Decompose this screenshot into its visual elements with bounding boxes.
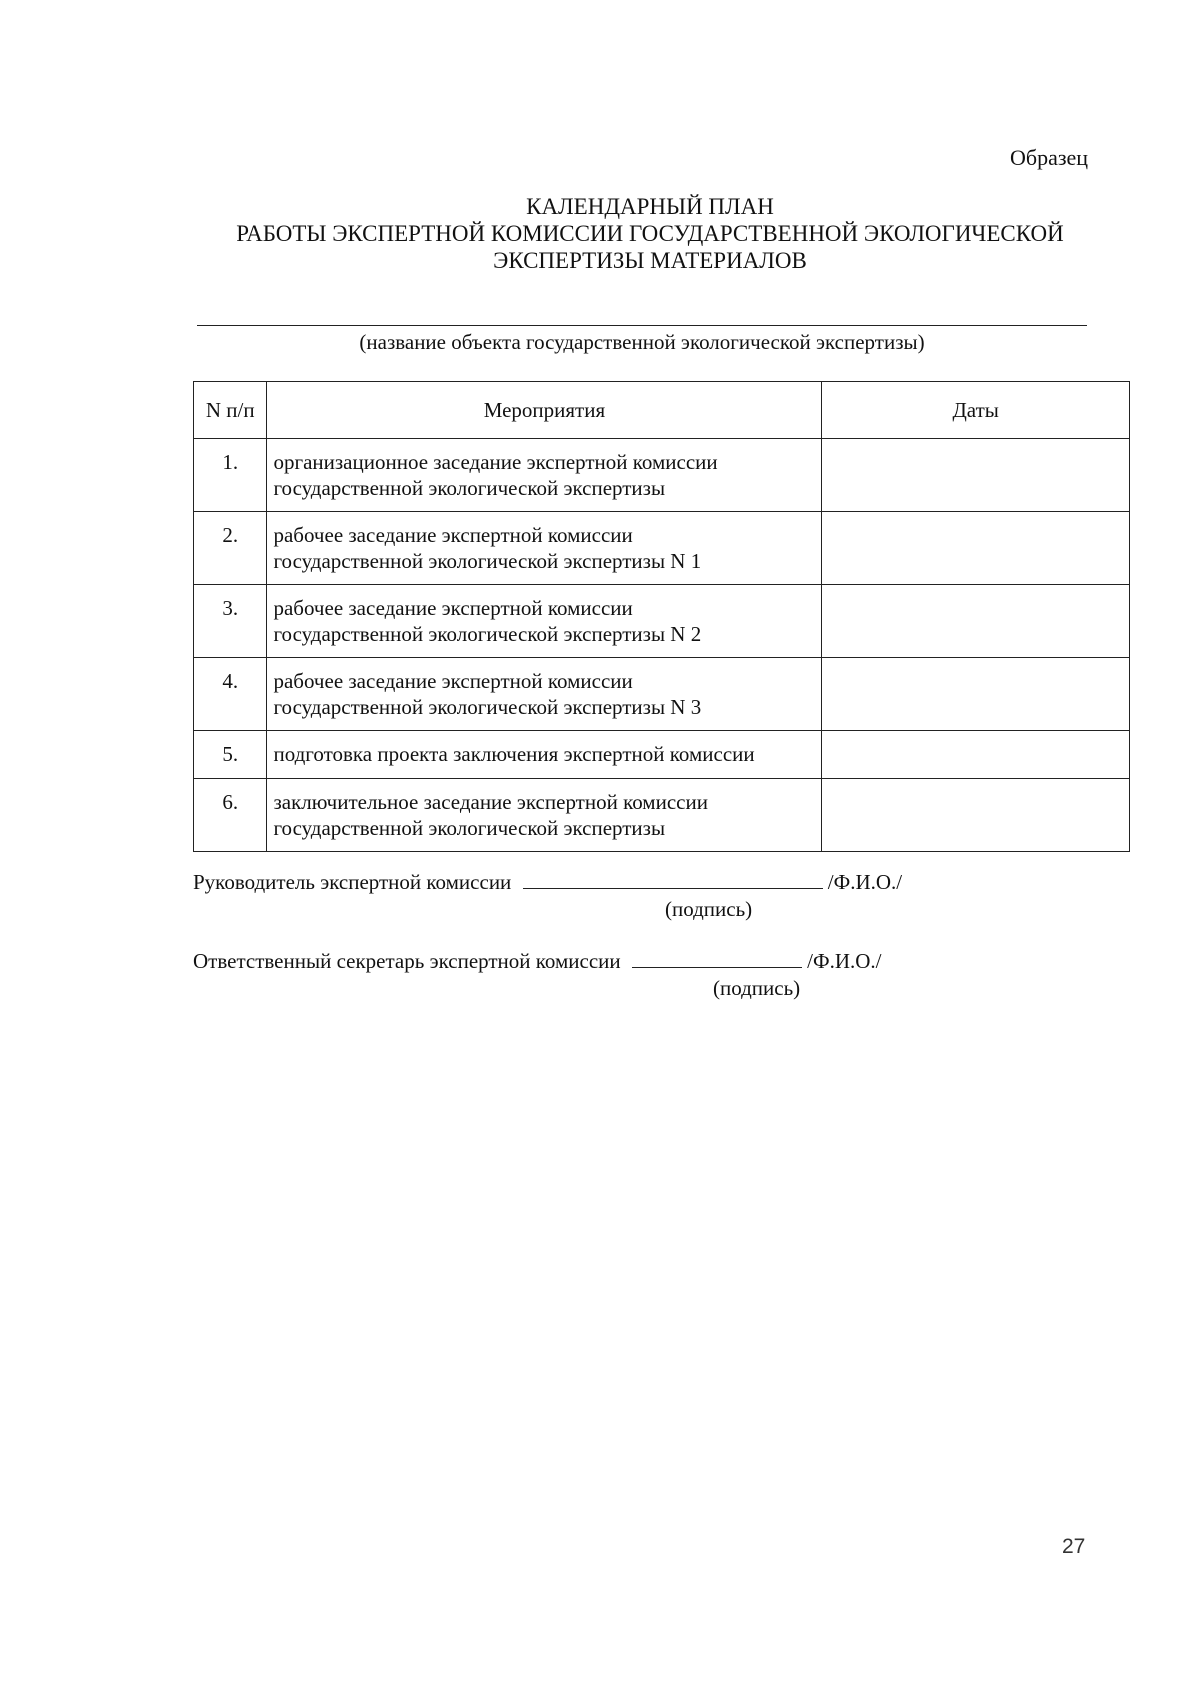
row-event — [267, 439, 822, 512]
event-line: организационное заседание экспертной комиссии — [273, 450, 718, 474]
table-row — [194, 658, 1130, 731]
row-num: 2. — [194, 512, 267, 585]
event-line: государственной экологической экспертизы — [273, 816, 666, 840]
table-row — [194, 439, 1130, 512]
calendar-plan-table — [193, 381, 1130, 852]
event-line: государственной экологической экспертизы N 3 — [273, 695, 702, 719]
event-line: подготовка проекта заключения экспертной комиссии — [273, 742, 755, 766]
document-title — [205, 193, 1095, 274]
row-num: 5. — [194, 731, 267, 779]
object-name-line[interactable] — [197, 325, 1087, 326]
secretary-signature-suffix: /Ф.И.О./ — [807, 949, 882, 973]
event-line: государственной экологической экспертизы N 2 — [273, 622, 702, 646]
secretary-signature-blank[interactable] — [632, 949, 802, 968]
header-events: Мероприятия — [267, 382, 822, 439]
event-line: заключительное заседание экспертной комиссии — [273, 790, 708, 814]
head-signature-row — [193, 870, 902, 895]
row-dates-cell[interactable] — [822, 585, 1130, 658]
row-dates-cell[interactable] — [822, 439, 1130, 512]
table-row — [194, 731, 1130, 779]
secretary-signature-row — [193, 949, 882, 974]
title-line: КАЛЕНДАРНЫЙ ПЛАН — [526, 194, 774, 219]
row-num: 6. — [194, 779, 267, 852]
row-num: 1. — [194, 439, 267, 512]
row-event — [267, 512, 822, 585]
title-line: ЭКСПЕРТИЗЫ МАТЕРИАЛОВ — [493, 248, 807, 273]
row-num: 3. — [194, 585, 267, 658]
head-signature-label: Руководитель экспертной комиссии — [193, 870, 512, 894]
table-row — [194, 585, 1130, 658]
event-line: государственной экологической экспертизы — [273, 476, 666, 500]
head-signature-caption: (подпись) — [665, 897, 753, 921]
event-line: рабочее заседание экспертной комиссии — [273, 523, 633, 547]
row-dates-cell[interactable] — [822, 731, 1130, 779]
table-row — [194, 779, 1130, 852]
row-dates-cell[interactable] — [822, 779, 1130, 852]
row-event — [267, 658, 822, 731]
page-number: 27 — [1062, 1535, 1086, 1558]
header-dates: Даты — [822, 382, 1130, 439]
object-name-caption: (название объекта государственной экологической экспертизы) — [359, 330, 925, 354]
table-row — [194, 512, 1130, 585]
secretary-signature-label: Ответственный секретарь экспертной комиссии — [193, 949, 621, 973]
row-event — [267, 731, 822, 779]
row-dates-cell[interactable] — [822, 512, 1130, 585]
event-line: рабочее заседание экспертной комиссии — [273, 596, 633, 620]
event-line: рабочее заседание экспертной комиссии — [273, 669, 633, 693]
title-line: РАБОТЫ ЭКСПЕРТНОЙ КОМИССИИ ГОСУДАРСТВЕННОЙ ЭКОЛОГИЧЕСКОЙ — [236, 221, 1064, 246]
head-signature-blank[interactable] — [523, 870, 823, 889]
row-num: 4. — [194, 658, 267, 731]
head-signature-suffix: /Ф.И.О./ — [827, 870, 903, 894]
event-line: государственной экологической экспертизы N 1 — [273, 549, 702, 573]
secretary-signature-caption: (подпись) — [713, 976, 801, 1000]
header-num: N п/п — [194, 382, 267, 439]
row-event — [267, 779, 822, 852]
table-header-row — [194, 382, 1130, 439]
sample-mark: Образец — [1010, 145, 1089, 170]
row-dates-cell[interactable] — [822, 658, 1130, 731]
row-event — [267, 585, 822, 658]
